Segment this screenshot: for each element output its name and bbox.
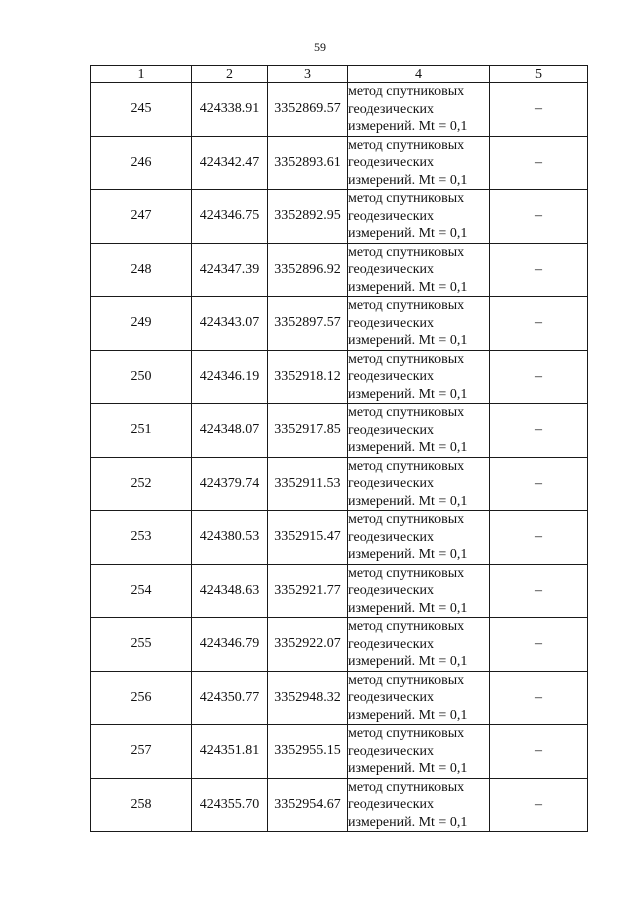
x-coordinate-cell: 424348.07 [192,404,268,458]
note-cell: – [490,511,588,565]
column-header-5: 5 [490,66,588,83]
point-number-cell: 249 [91,297,192,351]
x-coordinate-cell: 424342.47 [192,136,268,190]
point-number-cell: 245 [91,83,192,137]
method-text-line: геодезических [348,583,435,598]
method-text-line: геодезических [348,155,435,170]
x-coordinate-cell: 424380.53 [192,511,268,565]
method-text-line: измерений. Mt = 0,1 [348,172,468,188]
method-text-line: геодезических [348,529,435,545]
column-header-3: 3 [268,66,348,83]
table-row [91,725,588,779]
point-number-cell: 257 [91,725,192,779]
method-text-line: метод спутниковых [348,619,465,634]
table-row [91,190,588,244]
x-coordinate-cell: 424347.39 [192,243,268,297]
method-text-line: метод спутниковых [348,405,465,420]
method-text-line: геодезических [348,422,435,438]
method-text-line: геодезических [348,743,435,759]
method-text-line: измерений. Mt = 0,1 [348,654,468,669]
point-number-cell: 253 [91,511,192,565]
method-text-line: метод спутниковых [348,565,465,581]
x-coordinate-cell: 424346.75 [192,190,268,244]
y-coordinate-cell: 3352897.57 [268,297,348,351]
x-coordinate-cell: 424350.77 [192,671,268,725]
method-text-line: измерений. Mt = 0,1 [348,547,468,562]
table-row [91,243,588,297]
method-text-line: метод спутниковых [348,84,465,99]
table-row [91,564,588,618]
point-number-cell: 258 [91,778,192,832]
method-cell [348,350,490,404]
note-cell: – [490,618,588,672]
y-coordinate-cell: 3352955.15 [268,725,348,779]
method-text-line: измерений. Mt = 0,1 [348,119,468,134]
table-row [91,618,588,672]
method-text-line: геодезических [348,369,435,384]
point-number-cell: 246 [91,136,192,190]
note-cell: – [490,136,588,190]
method-cell [348,136,490,190]
method-text-line: геодезических [348,315,435,331]
note-cell: – [490,83,588,137]
table-row [91,297,588,351]
table-row [91,671,588,725]
note-cell: – [490,457,588,511]
point-number-cell: 248 [91,243,192,297]
table-body [91,83,588,832]
method-cell [348,243,490,297]
x-coordinate-cell: 424346.79 [192,618,268,672]
note-cell: – [490,671,588,725]
point-number-cell: 256 [91,671,192,725]
x-coordinate-cell: 424348.63 [192,564,268,618]
method-text-line: геодезических [348,262,435,277]
page-number: 59 [314,40,326,54]
y-coordinate-cell: 3352896.92 [268,243,348,297]
method-cell [348,671,490,725]
table-row [91,404,588,458]
note-cell: – [490,564,588,618]
y-coordinate-cell: 3352893.61 [268,136,348,190]
method-text-line: измерений. Mt = 0,1 [348,440,468,455]
method-cell [348,404,490,458]
header-row [91,66,588,83]
x-coordinate-cell: 424346.19 [192,350,268,404]
x-coordinate-cell: 424351.81 [192,725,268,779]
table-row [91,511,588,565]
note-cell: – [490,778,588,832]
table-header [91,66,588,83]
y-coordinate-cell: 3352948.32 [268,671,348,725]
method-text-line: метод спутниковых [348,779,465,795]
x-coordinate-cell: 424338.91 [192,83,268,137]
method-text-line: геодезических [348,690,435,705]
y-coordinate-cell: 3352869.57 [268,83,348,137]
y-coordinate-cell: 3352892.95 [268,190,348,244]
method-text-line: метод спутниковых [348,726,465,741]
x-coordinate-cell: 424355.70 [192,778,268,832]
method-text-line: измерений. Mt = 0,1 [348,707,468,723]
method-cell [348,190,490,244]
method-text-line: измерений. Mt = 0,1 [348,761,468,776]
y-coordinate-cell: 3352921.77 [268,564,348,618]
method-text-line: метод спутниковых [348,244,465,260]
column-header-4: 4 [348,66,490,83]
method-text-line: метод спутниковых [348,191,465,206]
point-number-cell: 251 [91,404,192,458]
method-text-line: метод спутниковых [348,458,465,474]
point-number-cell: 254 [91,564,192,618]
method-text-line: метод спутниковых [348,351,465,367]
table-row [91,136,588,190]
method-text-line: измерений. Mt = 0,1 [348,386,468,402]
note-cell: – [490,404,588,458]
table-row [91,350,588,404]
point-number-cell: 255 [91,618,192,672]
method-text-line: геодезических [348,476,435,491]
y-coordinate-cell: 3352954.67 [268,778,348,832]
method-text-line: метод спутниковых [348,672,465,688]
note-cell: – [490,350,588,404]
coordinates-table [90,65,588,832]
y-coordinate-cell: 3352917.85 [268,404,348,458]
point-number-cell: 250 [91,350,192,404]
method-text-line: геодезических [348,208,435,224]
y-coordinate-cell: 3352922.07 [268,618,348,672]
method-text-line: метод спутниковых [348,512,465,527]
table-row [91,83,588,137]
method-text-line: измерений. Mt = 0,1 [348,226,468,241]
method-cell [348,457,490,511]
y-coordinate-cell: 3352918.12 [268,350,348,404]
x-coordinate-cell: 424343.07 [192,297,268,351]
method-cell [348,511,490,565]
note-cell: – [490,243,588,297]
point-number-cell: 252 [91,457,192,511]
method-text-line: измерений. Mt = 0,1 [348,600,468,616]
note-cell: – [490,725,588,779]
method-text-line: геодезических [348,797,435,812]
table-row [91,457,588,511]
y-coordinate-cell: 3352915.47 [268,511,348,565]
method-text-line: измерений. Mt = 0,1 [348,814,468,830]
method-cell [348,618,490,672]
x-coordinate-cell: 424379.74 [192,457,268,511]
method-cell [348,83,490,137]
method-text-line: метод спутниковых [348,137,465,153]
method-text-line: измерений. Mt = 0,1 [348,493,468,509]
column-header-2: 2 [192,66,268,83]
table-row [91,778,588,832]
method-cell [348,297,490,351]
method-cell [348,725,490,779]
y-coordinate-cell: 3352911.53 [268,457,348,511]
method-text-line: геодезических [348,101,435,117]
point-number-cell: 247 [91,190,192,244]
note-cell: – [490,190,588,244]
note-cell: – [490,297,588,351]
method-text-line: геодезических [348,636,435,652]
method-cell [348,778,490,832]
method-text-line: измерений. Mt = 0,1 [348,279,468,295]
method-text-line: метод спутниковых [348,298,465,313]
method-cell [348,564,490,618]
method-text-line: измерений. Mt = 0,1 [348,333,468,348]
column-header-1: 1 [91,66,192,83]
